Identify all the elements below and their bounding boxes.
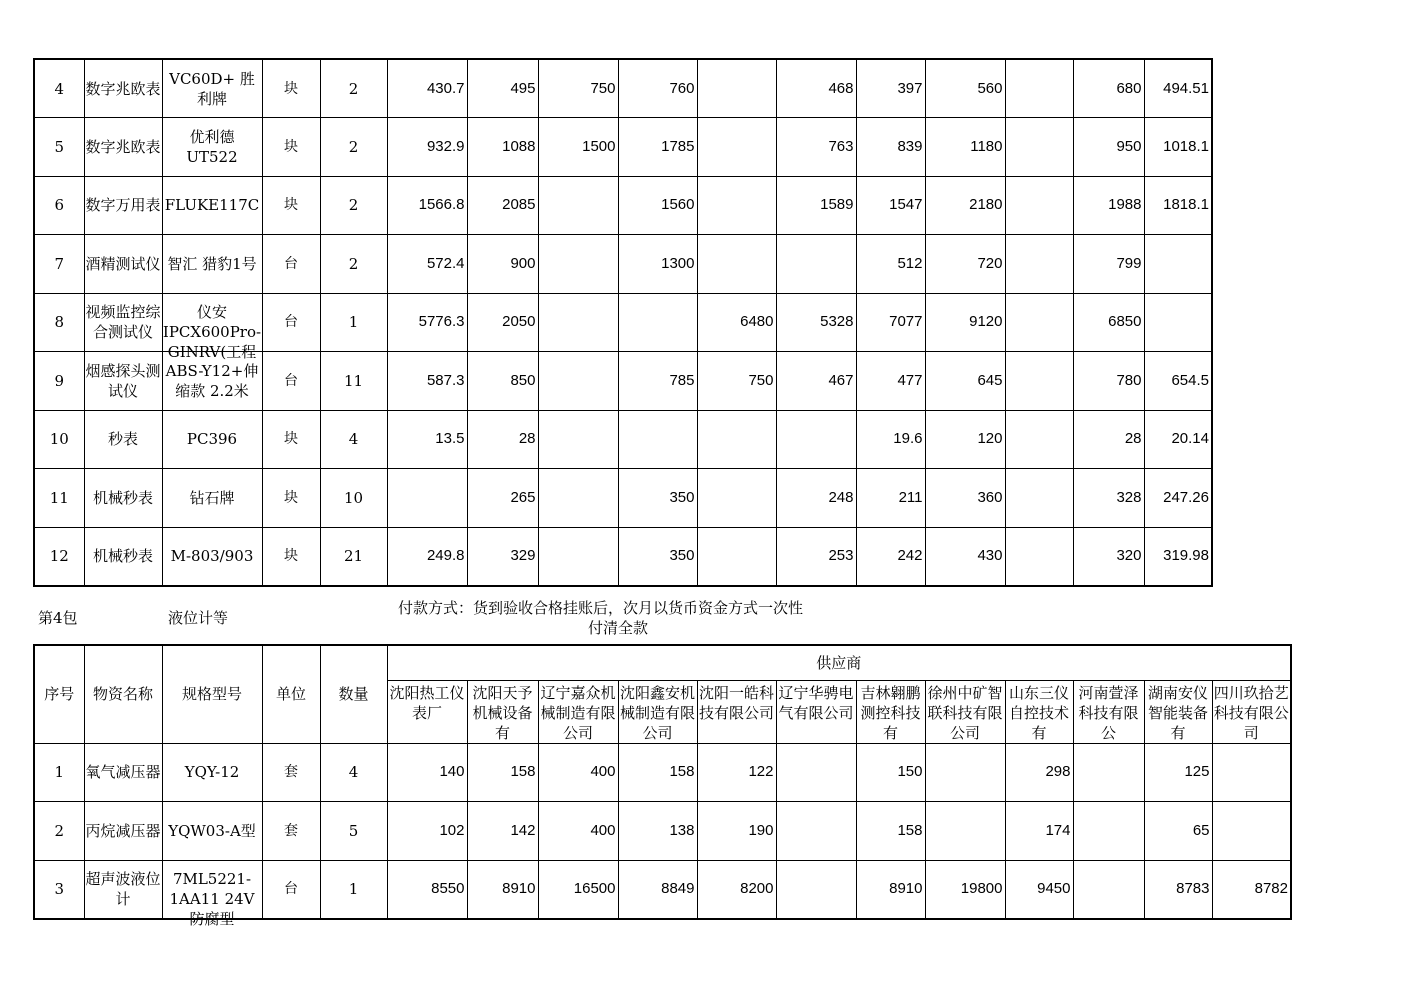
price-table-1 (33, 58, 1213, 587)
table-row (34, 469, 1212, 528)
item-name (84, 410, 162, 469)
item-qty: 2 (320, 176, 387, 235)
item-qty: 11 (320, 352, 387, 411)
item-unit: 台 (262, 860, 320, 919)
price-cell: 142 (467, 802, 538, 861)
price-cell (538, 469, 618, 528)
supplier-name-text: 湖南安仪智能装备有 (1147, 683, 1208, 742)
item-model (162, 59, 262, 118)
item-unit: 套 (262, 743, 320, 802)
item-model-text: YQY-12 (184, 763, 240, 782)
item-name (84, 743, 162, 802)
price-cell: 1018.1 (1144, 118, 1212, 177)
supplier-name (776, 680, 856, 743)
price-cell: 1560 (618, 176, 697, 235)
header-no: 序号 (34, 645, 84, 743)
table-row (34, 293, 1212, 352)
price-cell: 242 (856, 527, 925, 586)
price-cell: 65 (1144, 802, 1212, 861)
item-model-text: YQW03-A型 (168, 821, 256, 840)
item-name-text: 机械秒表 (92, 547, 153, 565)
price-cell: 138 (618, 802, 697, 861)
item-model (162, 527, 262, 586)
supplier-name-text: 辽宁华骋电气有限公司 (778, 683, 854, 722)
price-cell: 1088 (467, 118, 538, 177)
supplier-name-text: 沈阳一皓科技有限公司 (698, 683, 774, 722)
header-name: 物资名称 (84, 645, 162, 743)
item-model-text: M-803/903 (170, 547, 254, 565)
price-cell (618, 293, 697, 352)
price-cell: 400 (538, 802, 618, 861)
item-model (162, 469, 262, 528)
supplier-name (1212, 680, 1291, 743)
price-cell (1005, 235, 1073, 294)
price-cell (618, 410, 697, 469)
price-cell: 102 (387, 802, 467, 861)
row-no: 7 (34, 235, 84, 294)
price-cell: 248 (776, 469, 856, 528)
price-cell: 298 (1005, 743, 1073, 802)
item-qty: 10 (320, 469, 387, 528)
item-model (162, 293, 262, 362)
price-cell: 467 (776, 352, 856, 411)
item-unit: 台 (262, 293, 320, 352)
item-model-text: FLUKE117C (164, 196, 260, 215)
price-cell (1212, 743, 1291, 802)
item-name-text: 数字兆欧表 (85, 79, 161, 98)
item-model (162, 860, 262, 928)
supplier-name (925, 680, 1005, 743)
price-cell: 8910 (856, 860, 925, 919)
price-cell: 19.6 (856, 410, 925, 469)
price-cell: 785 (618, 352, 697, 411)
item-model-text: PC396 (186, 430, 238, 449)
price-cell: 2180 (925, 176, 1005, 235)
item-name-text: 视频监控综合测试仪 (85, 303, 161, 342)
supplier-name (856, 680, 925, 743)
price-cell: 5776.3 (387, 293, 467, 352)
price-cell: 397 (856, 59, 925, 118)
item-name (84, 802, 162, 861)
table-row (34, 59, 1212, 118)
supplier-name (1073, 680, 1144, 743)
header-qty: 数量 (320, 645, 387, 743)
item-name (84, 118, 162, 177)
item-unit: 套 (262, 802, 320, 861)
supplier-name-text: 辽宁嘉众机械制造有限公司 (540, 683, 616, 742)
price-cell: 350 (618, 527, 697, 586)
price-cell: 720 (925, 235, 1005, 294)
supplier-name (1144, 680, 1212, 743)
item-model-text: ABS-Y12+伸缩款 2.2米 (165, 361, 259, 400)
supplier-name (467, 680, 538, 743)
price-cell: 750 (538, 59, 618, 118)
price-cell: 249.8 (387, 527, 467, 586)
price-cell: 1500 (538, 118, 618, 177)
table-row (34, 527, 1212, 586)
item-unit: 块 (262, 527, 320, 586)
item-model (162, 743, 262, 802)
price-cell (1005, 118, 1073, 177)
price-cell: 8910 (467, 860, 538, 919)
item-model-text: 仪安IPCX600Pro-GINRV(工程 (162, 303, 262, 362)
table-row (34, 802, 1291, 861)
price-cell (1005, 469, 1073, 528)
price-cell: 1785 (618, 118, 697, 177)
price-cell: 8782 (1212, 860, 1291, 919)
price-cell: 122 (697, 743, 776, 802)
price-cell: 253 (776, 527, 856, 586)
item-unit: 块 (262, 176, 320, 235)
price-cell: 320 (1073, 527, 1144, 586)
item-name (84, 469, 162, 528)
price-cell: 1566.8 (387, 176, 467, 235)
price-cell (776, 860, 856, 919)
item-model-text: 钻石牌 (189, 488, 235, 507)
item-model (162, 118, 262, 177)
item-name (84, 860, 162, 919)
price-cell: 20.14 (1144, 410, 1212, 469)
price-cell: 158 (856, 802, 925, 861)
row-no: 11 (34, 469, 84, 528)
price-cell: 950 (1073, 118, 1144, 177)
item-unit: 块 (262, 59, 320, 118)
price-cell: 125 (1144, 743, 1212, 802)
price-cell: 8550 (387, 860, 467, 919)
price-cell: 28 (467, 410, 538, 469)
price-cell (925, 743, 1005, 802)
table-row (34, 352, 1212, 411)
item-qty: 2 (320, 118, 387, 177)
item-name-text: 数字兆欧表 (85, 137, 161, 156)
price-cell (538, 410, 618, 469)
price-cell (1005, 293, 1073, 352)
item-qty: 1 (320, 860, 387, 919)
price-cell: 1988 (1073, 176, 1144, 235)
supplier-name-text: 沈阳鑫安机械制造有限公司 (619, 683, 695, 742)
supplier-name-text: 徐州中矿智联科技有限公司 (927, 683, 1003, 742)
price-cell: 9120 (925, 293, 1005, 352)
item-name-text: 秒表 (107, 430, 138, 449)
price-cell: 587.3 (387, 352, 467, 411)
price-cell: 1818.1 (1144, 176, 1212, 235)
item-unit: 台 (262, 235, 320, 294)
supplier-name (618, 680, 697, 743)
price-cell: 763 (776, 118, 856, 177)
item-unit: 台 (262, 352, 320, 411)
item-unit: 块 (262, 410, 320, 469)
price-cell: 468 (776, 59, 856, 118)
item-name-text: 烟感探头测试仪 (85, 361, 161, 400)
price-cell: 329 (467, 527, 538, 586)
item-qty: 2 (320, 59, 387, 118)
price-cell: 495 (467, 59, 538, 118)
price-cell: 494.51 (1144, 59, 1212, 118)
price-cell: 158 (618, 743, 697, 802)
price-cell (776, 743, 856, 802)
price-cell (697, 235, 776, 294)
price-cell (387, 469, 467, 528)
item-unit: 块 (262, 469, 320, 528)
supplier-name (387, 680, 467, 743)
price-cell: 839 (856, 118, 925, 177)
row-no: 5 (34, 118, 84, 177)
price-cell (1005, 352, 1073, 411)
supplier-name (538, 680, 618, 743)
price-cell (538, 352, 618, 411)
item-qty: 4 (320, 743, 387, 802)
price-cell: 932.9 (387, 118, 467, 177)
price-cell: 850 (467, 352, 538, 411)
price-cell: 1547 (856, 176, 925, 235)
item-model (162, 802, 262, 861)
price-cell: 8849 (618, 860, 697, 919)
price-cell: 760 (618, 59, 697, 118)
price-cell (538, 527, 618, 586)
price-cell: 319.98 (1144, 527, 1212, 586)
supplier-name-text: 沈阳热工仪表厂 (389, 683, 465, 722)
item-model-text: VC60D+ 胜利牌 (169, 69, 255, 108)
price-cell (776, 802, 856, 861)
price-cell (538, 293, 618, 352)
price-cell: 190 (697, 802, 776, 861)
item-name-text: 氧气减压器 (85, 763, 161, 782)
price-cell (776, 235, 856, 294)
price-cell: 19800 (925, 860, 1005, 919)
price-cell (1005, 59, 1073, 118)
price-cell (1144, 235, 1212, 294)
item-qty: 4 (320, 410, 387, 469)
item-model-text: 智汇 猎豹1号 (167, 254, 257, 273)
price-cell: 560 (925, 59, 1005, 118)
row-no: 1 (34, 743, 84, 802)
row-no: 8 (34, 293, 84, 352)
price-cell (1005, 410, 1073, 469)
item-model-text: 7ML5221-1AA11 24V防腐型 (169, 870, 255, 928)
price-cell: 8783 (1144, 860, 1212, 919)
price-table-2-body (34, 645, 1291, 928)
price-cell: 13.5 (387, 410, 467, 469)
price-table-2 (33, 644, 1292, 928)
package-label: 第4包 (38, 609, 78, 627)
price-cell: 211 (856, 469, 925, 528)
item-model (162, 235, 262, 294)
price-cell: 5328 (776, 293, 856, 352)
price-cell: 430 (925, 527, 1005, 586)
price-cell: 16500 (538, 860, 618, 919)
row-no: 9 (34, 352, 84, 411)
supplier-name-text: 沈阳天予机械设备有 (472, 683, 533, 742)
item-qty: 1 (320, 293, 387, 352)
price-cell: 680 (1073, 59, 1144, 118)
row-no: 12 (34, 527, 84, 586)
item-model (162, 410, 262, 469)
supplier-name (1005, 680, 1073, 743)
price-cell (1212, 802, 1291, 861)
item-name (84, 59, 162, 118)
supplier-name-text: 山东三仪自控技术有 (1008, 683, 1069, 742)
price-cell: 7077 (856, 293, 925, 352)
item-name (84, 176, 162, 235)
price-cell: 350 (618, 469, 697, 528)
price-cell (1073, 802, 1144, 861)
item-qty: 5 (320, 802, 387, 861)
item-name (84, 293, 162, 352)
item-model-text: 优利德 UT522 (186, 127, 238, 166)
price-cell: 1300 (618, 235, 697, 294)
price-cell: 360 (925, 469, 1005, 528)
price-cell: 477 (856, 352, 925, 411)
price-cell (697, 410, 776, 469)
price-cell: 9450 (1005, 860, 1073, 919)
price-cell (1073, 860, 1144, 919)
price-cell: 750 (697, 352, 776, 411)
item-qty: 21 (320, 527, 387, 586)
table-row (34, 118, 1212, 177)
supplier-name-text: 河南萱泽科技有限公 (1078, 683, 1139, 742)
item-name (84, 527, 162, 586)
price-cell: 247.26 (1144, 469, 1212, 528)
price-cell: 572.4 (387, 235, 467, 294)
price-cell (538, 235, 618, 294)
table-row (34, 235, 1212, 294)
price-cell: 150 (856, 743, 925, 802)
price-cell (1005, 527, 1073, 586)
price-cell: 140 (387, 743, 467, 802)
row-no: 10 (34, 410, 84, 469)
row-no: 6 (34, 176, 84, 235)
item-name (84, 235, 162, 294)
price-cell (1073, 743, 1144, 802)
item-unit: 块 (262, 118, 320, 177)
price-cell: 1589 (776, 176, 856, 235)
supplier-name (697, 680, 776, 743)
row-no: 4 (34, 59, 84, 118)
price-cell (697, 469, 776, 528)
row-no: 3 (34, 860, 84, 919)
item-name-text: 数字万用表 (85, 196, 161, 215)
item-qty: 2 (320, 235, 387, 294)
price-cell: 8200 (697, 860, 776, 919)
price-cell: 174 (1005, 802, 1073, 861)
supplier-name-text: 吉林翱鹏测控科技有 (860, 683, 921, 742)
price-cell (776, 410, 856, 469)
price-cell (697, 176, 776, 235)
price-cell: 780 (1073, 352, 1144, 411)
table-row (34, 743, 1291, 802)
package-name: 液位计等 (168, 609, 229, 627)
price-cell (697, 118, 776, 177)
price-cell: 6480 (697, 293, 776, 352)
price-cell (538, 176, 618, 235)
payment-terms-line2: 付清全款 (588, 619, 649, 637)
item-model (162, 176, 262, 235)
header-unit: 单位 (262, 645, 320, 743)
price-cell: 512 (856, 235, 925, 294)
price-cell: 328 (1073, 469, 1144, 528)
price-cell: 654.5 (1144, 352, 1212, 411)
payment-terms-line1: 付款方式：货到验收合格挂账后，次月以货币资金方式一次性 (398, 599, 804, 617)
price-cell: 28 (1073, 410, 1144, 469)
price-cell (925, 802, 1005, 861)
item-name-text: 机械秒表 (92, 488, 153, 507)
price-cell (697, 59, 776, 118)
price-cell: 400 (538, 743, 618, 802)
price-cell: 2085 (467, 176, 538, 235)
item-name-text: 超声波液位计 (85, 870, 161, 908)
item-model (162, 352, 262, 411)
price-cell: 430.7 (387, 59, 467, 118)
item-name-text: 酒精测试仪 (85, 254, 161, 273)
price-cell: 799 (1073, 235, 1144, 294)
item-name (84, 352, 162, 411)
price-cell: 1180 (925, 118, 1005, 177)
price-cell: 6850 (1073, 293, 1144, 352)
header-suppliers: 供应商 (387, 645, 1291, 680)
header-model: 规格型号 (162, 645, 262, 743)
price-cell (697, 527, 776, 586)
price-table-1-body (34, 59, 1212, 586)
price-cell: 120 (925, 410, 1005, 469)
table-row (34, 176, 1212, 235)
price-cell: 645 (925, 352, 1005, 411)
item-name-text: 丙烷减压器 (85, 821, 161, 840)
price-cell: 158 (467, 743, 538, 802)
price-cell (1144, 293, 1212, 352)
supplier-name-text: 四川玖拾艺科技有限公司 (1213, 683, 1289, 742)
row-no: 2 (34, 802, 84, 861)
price-cell: 2050 (467, 293, 538, 352)
table-row (34, 410, 1212, 469)
price-cell: 265 (467, 469, 538, 528)
price-cell: 900 (467, 235, 538, 294)
table-row (34, 860, 1291, 919)
price-cell (1005, 176, 1073, 235)
